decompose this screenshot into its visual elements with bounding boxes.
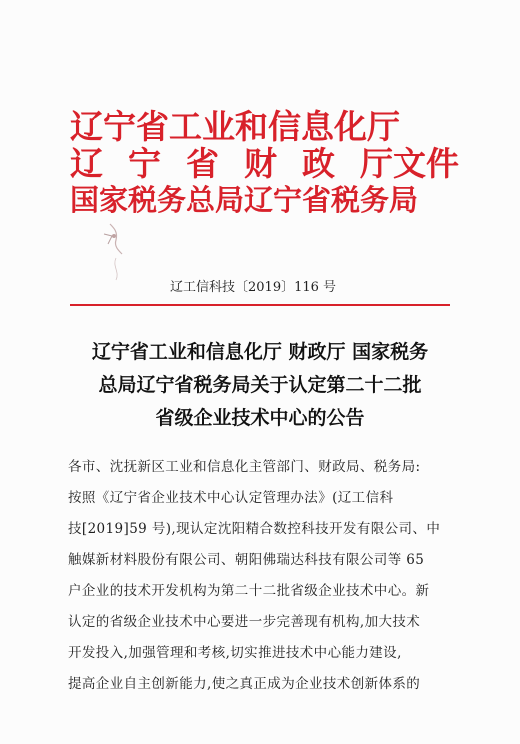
document-number: 辽工信科技〔2019〕116 号 <box>170 280 337 295</box>
issuer-line-2-tail: 厅文件 <box>360 144 459 183</box>
notice-title-line-2: 总局辽宁省税务局关于认定第二十二批 <box>98 374 422 396</box>
seal-mark-icon <box>96 214 136 284</box>
body-text-line: 认定的省级企业技术中心要进一步完善现有机构,加大技术 <box>68 614 421 630</box>
body-text-line: 各市、沈抚新区工业和信息化主管部门、财政局、税务局: <box>68 459 421 475</box>
issuer-line-2-char: 辽 <box>70 144 103 183</box>
issuer-line-3: 国家税务总局辽宁省税务局 <box>70 183 419 217</box>
header-divider <box>70 304 450 306</box>
body-text-line: 技[2019]59 号),现认定沈阳精合数控科技开发有限公司、中 <box>68 521 441 537</box>
issuer-line-2-char: 宁 <box>128 144 161 183</box>
issuer-line-2-char: 政 <box>302 144 335 183</box>
body-text-line: 按照《辽宁省企业技术中心认定管理办法》(辽工信科 <box>68 490 394 506</box>
body-text-line: 触媒新材料股份有限公司、朝阳佛瑞达科技有限公司等 65 <box>68 552 425 568</box>
body-text-line: 提高企业自主创新能力,使之真正成为企业技术创新体系的 <box>68 676 421 692</box>
body-text-line: 开发投入,加强管理和考核,切实推进技术中心能力建设, <box>68 645 402 661</box>
body-text-line: 户企业的技术开发机构为第二十二批省级企业技术中心。新 <box>68 583 430 599</box>
issuer-line-2-char: 省 <box>186 144 219 183</box>
issuer-line-1: 辽宁省工业和信息化厅 <box>70 107 400 146</box>
notice-title-line-3: 省级企业技术中心的公告 <box>155 407 365 429</box>
notice-title-line-1: 辽宁省工业和信息化厅 财政厅 国家税务 <box>91 341 429 363</box>
issuer-line-2-char: 财 <box>244 144 277 183</box>
